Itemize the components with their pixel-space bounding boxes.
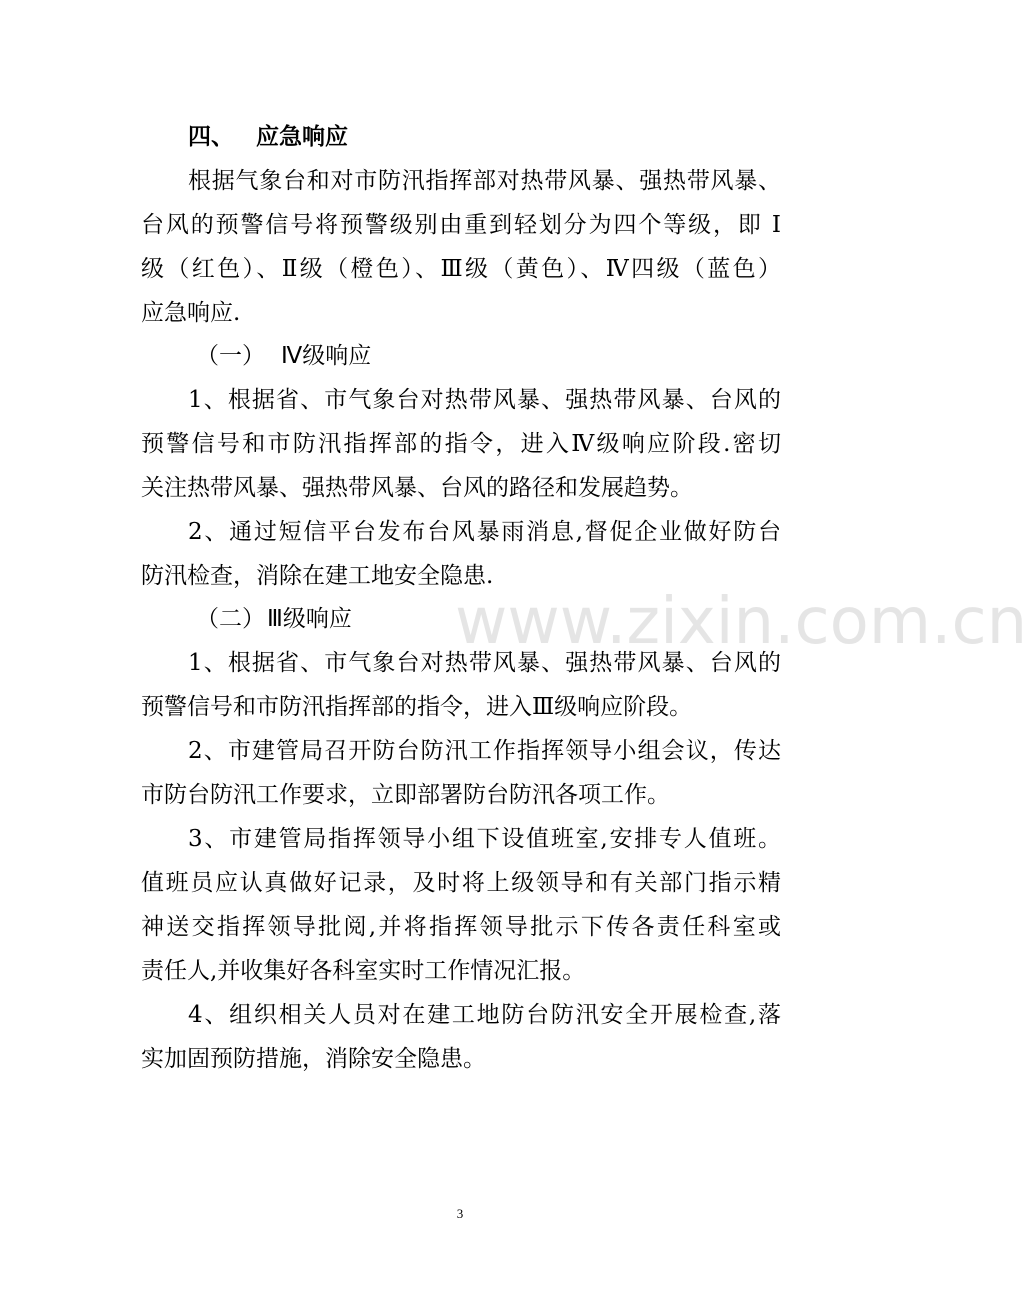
paragraph-line: 值班员应认真做好记录，及时将上级领导和有关部门指示精 xyxy=(141,870,781,896)
paragraph-line: 4、组织相关人员对在建工地防台防汛安全开展检查,落 xyxy=(188,1002,781,1028)
paragraph-line: 预警信号和市防汛指挥部的指令，进入Ⅲ级响应阶段。 xyxy=(141,694,693,720)
paragraph-line: 1、根据省、市气象台对热带风暴、强热带风暴、台风的 xyxy=(188,650,781,676)
section-number: 四、 xyxy=(188,124,234,150)
paragraph-line: 2、通过短信平台发布台风暴雨消息,督促企业做好防台 xyxy=(188,519,781,545)
intro-line: 根据气象台和对市防汛指挥部对热带风暴、强热带风暴、 xyxy=(188,168,781,194)
page-number: 3 xyxy=(456,1206,464,1221)
subsection-number: （一） xyxy=(196,343,265,369)
intro-line: 应急响应. xyxy=(141,300,241,326)
paragraph-line: 关注热带风暴、强热带风暴、台风的路径和发展趋势。 xyxy=(141,475,693,501)
intro-line: 台风的预警信号将预警级别由重到轻划分为四个等级，即 Ⅰ xyxy=(141,212,781,238)
paragraph-line: 2、市建管局召开防台防汛工作指挥领导小组会议，传达 xyxy=(188,738,781,764)
section-title: 应急响应 xyxy=(256,124,348,150)
paragraph-line: 1、根据省、市气象台对热带风暴、强热带风暴、台风的 xyxy=(188,387,781,413)
subsection-heading xyxy=(196,597,352,641)
paragraph-line: 责任人,并收集好各科室实时工作情况汇报。 xyxy=(141,958,586,984)
subsection-heading xyxy=(196,334,371,378)
section-heading xyxy=(188,115,348,159)
paragraph-line: 3、市建管局指挥领导小组下设值班室,安排专人值班。 xyxy=(188,826,781,852)
paragraph-line: 实加固预防措施，消除安全隐患。 xyxy=(141,1046,486,1072)
paragraph-line: 市防台防汛工作要求，立即部署防台防汛各项工作。 xyxy=(141,782,670,808)
watermark: www.zixin.com.cn xyxy=(455,585,1027,659)
paragraph-line: 神送交指挥领导批阅,并将指挥领导批示下传各责任科室或 xyxy=(141,914,781,940)
paragraph-line: 防汛检查，消除在建工地安全隐患. xyxy=(141,563,494,589)
subsection-title: Ⅲ级响应 xyxy=(267,606,352,632)
paragraph-line: 预警信号和市防汛指挥部的指令，进入Ⅳ级响应阶段.密切 xyxy=(141,431,781,457)
intro-line: 级（红色）、Ⅱ级（橙色）、Ⅲ级（黄色）、Ⅳ四级（蓝色） xyxy=(141,256,781,282)
subsection-title: Ⅳ级响应 xyxy=(281,343,372,369)
subsection-number: （二） xyxy=(196,606,265,632)
